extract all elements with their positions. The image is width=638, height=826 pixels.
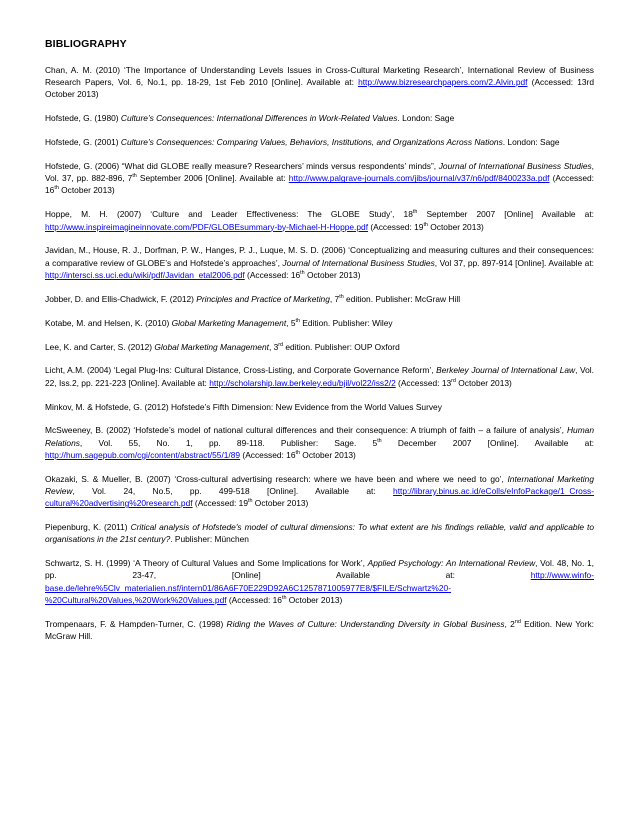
reference-text: Okazaki, S. & Mueller, B. (2007) ‘Cross-cultural advertising research: where we have been and where we need to go’, (45, 473, 508, 484)
reference-text: October 2013) (455, 377, 512, 388)
reference-title: Global Marketing Management (171, 317, 287, 328)
superscript-text: rd (451, 377, 456, 384)
reference-text: , Vol. 48, No. 1, pp. 23-47, [Online] Available at: (45, 558, 594, 581)
reference-entry (45, 364, 594, 388)
reference-link[interactable]: http://library.binus.ac.id/eColls/eInfoPackage/1_Cross-cultural%20advertising%20research.pdf (45, 485, 594, 509)
reference-text: McSweeney, B. (2002) ‘Hofstede’s model of national cultural differences and their consequence: A triumph of faith – a failure of analysis’, (45, 425, 567, 436)
page-title: BIBLIOGRAPHY (45, 38, 127, 50)
reference-text: Minkov, M. & Hofstede, G. (2012) Hofstede’s Fifth Dimension: New Evidence from the World Values Survey (45, 401, 442, 412)
reference-title: Riding the Waves of Culture: Understanding Diversity in Global Business (226, 618, 505, 629)
reference-title: Human Relations (45, 425, 594, 448)
reference-entry (45, 341, 594, 353)
reference-text: , Vol. 55, No. 1, pp. 89-118. Publisher: Sage. 5 (79, 437, 378, 448)
reference-text: December 2007 [Online]. Available at: (381, 437, 594, 448)
reference-entry (45, 112, 594, 124)
reference-text: (Accessed: 16 (226, 594, 282, 605)
reference-text: Lee, K. and Carter, S. (2012) (45, 341, 155, 352)
reference-text: . London: Sage (397, 113, 455, 124)
reference-text: Schwartz, S. H. (1999) ‘A Theory of Cultural Values and Some Implications for Work’, (45, 558, 368, 569)
superscript-text: th (300, 270, 305, 277)
reference-title: Berkeley Journal of International Law (436, 365, 576, 376)
reference-text: , Vol. 37, pp. 882-896, 7 (45, 161, 594, 184)
reference-text: (Accessed: 13rd October 2013) (45, 77, 594, 100)
reference-text: , 7 (329, 293, 340, 304)
reference-text: Chan, A. M. (2010) ‘The Importance of Understanding Levels Issues in Cross-Cultural Marketing Research’, International Review of Business Research Papers, Vol. 6, No.1, pp. 18-29, 1st Feb 2010 [Online]. Available at: (45, 65, 594, 88)
superscript-text: th (247, 498, 253, 505)
reference-entry (45, 401, 594, 413)
superscript-text: th (132, 173, 137, 180)
superscript-text: th (339, 293, 344, 300)
reference-entry (45, 473, 594, 510)
reference-text: September 2007 [Online] Available at: (417, 209, 594, 220)
superscript-text: th (377, 437, 382, 444)
reference-text: , Vol 37, pp. 897-914 [Online]. Available at: (434, 257, 594, 268)
reference-text: , 2 (504, 618, 515, 629)
reference-text: Hoppe, M. H. (2007) ‘Culture and Leader Effectiveness: The GLOBE Study’, 18 (45, 209, 413, 220)
reference-entry (45, 160, 594, 197)
reference-title: International Marketing Review (45, 473, 594, 496)
reference-text: edition. Publisher: McGraw Hill (343, 293, 461, 304)
reference-entry (45, 424, 594, 461)
reference-link[interactable]: http://hum.sagepub.com/cgi/content/abstract/55/1/89 (45, 449, 241, 460)
reference-link[interactable]: http://www.inspireimagineinnovate.com/PDF/GLOBEsummary-by-Michael-H-Hoppe.pdf (45, 221, 369, 232)
reference-link[interactable]: http://www.bizresearchpapers.com/2.Alvin.pdf (358, 77, 528, 88)
reference-text: September 2006 [Online]. Available at: (136, 173, 289, 184)
reference-text: October 2013) (304, 269, 361, 280)
superscript-text: th (412, 209, 418, 216)
superscript-text: th (54, 185, 59, 192)
reference-text: (Accessed: 16 (45, 173, 595, 196)
reference-entry (45, 293, 594, 305)
reference-title: Journal of International Business Studies (282, 257, 435, 268)
superscript-text: rd (278, 341, 284, 348)
reference-text: Hofstede, G. (2006) “What did GLOBE really measure? Researchers’ minds versus respondents’ minds”, (45, 161, 439, 172)
reference-text: Hofstede, G. (2001) (45, 137, 121, 148)
reference-text: Trompenaars, F. & Hampden-Turner, C. (1998) (45, 618, 227, 629)
reference-link[interactable]: http://scholarship.law.berkeley.edu/bjil/vol22/iss2/2 (209, 377, 396, 388)
reference-title: Principles and Practice of Marketing (196, 293, 330, 304)
reference-entry (45, 521, 594, 545)
reference-text: Edition. Publisher: Wiley (299, 317, 393, 328)
reference-text: (Accessed: 19 (192, 498, 248, 509)
reference-link[interactable]: http://intersci.ss.uci.edu/wiki/pdf/Javidan_etal2006.pdf (45, 269, 245, 280)
reference-title: Applied Psychology: An International Review (367, 558, 536, 569)
reference-entry (45, 618, 594, 642)
reference-entry (45, 64, 594, 101)
superscript-text: th (281, 594, 287, 601)
reference-text: (Accessed: 16 (244, 269, 301, 280)
reference-text: , Vol. 24, No.5, pp. 499-518 [Online]. Available at: (72, 485, 394, 496)
reference-text: . Publisher: München (170, 534, 249, 545)
reference-text: Javidan, M., House, R. J., Dorfman, P. W., Hanges, P. J., Luque, M. S. D. (2006) ‘Conceptualizing and measuring cultures and their consequences: a comparative review of GLOBE’s and Hofstede’s approaches’, (45, 245, 594, 268)
reference-text: , 3 (268, 341, 279, 352)
reference-entry (45, 136, 594, 148)
reference-link[interactable]: http://www.palgrave-journals.com/jibs/journal/v37/n6/pdf/8400233a.pdf (288, 173, 550, 184)
reference-entry (45, 208, 594, 232)
reference-text: Kotabe, M. and Helsen, K. (2010) (45, 317, 172, 328)
reference-text: , 5 (286, 317, 296, 328)
reference-text: Hofstede, G. (1980) (45, 113, 121, 124)
reference-text: Edition. New York: McGraw Hill. (45, 618, 594, 641)
reference-title: Culture’s Consequences: Comparing Values, Behaviors, Institutions, and Organizations Across Nations (120, 137, 503, 148)
reference-text: Jobber, D. and Ellis-Chadwick, F. (2012) (45, 293, 197, 304)
reference-text: edition. Publisher: OUP Oxford (283, 341, 400, 352)
reference-text: October 2013) (286, 594, 343, 605)
reference-title: Culture’s Consequences: International Differences in Work-Related Values (120, 113, 398, 124)
reference-text: (Accessed: 13 (395, 377, 452, 388)
reference-title: Journal of International Business Studies (438, 161, 592, 172)
reference-text: (Accessed: 19 (368, 221, 424, 232)
reference-entry (45, 557, 594, 606)
superscript-text: th (295, 450, 300, 457)
reference-entry (45, 317, 594, 329)
reference-text: , Vol. 22, Iss.2, pp. 221-223 [Online]. Available at: (45, 365, 594, 388)
reference-link[interactable]: http://www.winfo-base.de/lehre%5Clv_materialien.nsf/intern01/86A6F70E229D92A6C1257871005977E8/$FILE/Schwartz%20-%20Cultural%20Values,%20Work%20Values.pdf (45, 570, 594, 605)
superscript-text: th (295, 317, 300, 324)
reference-text: Licht, A.M. (2004) ‘Legal Plug-Ins: Cultural Distance, Cross-Listing, and Corporate Governance Reform’, (45, 365, 437, 376)
reference-text: October 2013) (58, 185, 115, 196)
reference-text: Piepenburg, K. (2011) (45, 522, 131, 533)
reference-text: October 2013) (299, 449, 356, 460)
superscript-text: nd (514, 618, 521, 625)
reference-title: Global Marketing Management (154, 341, 269, 352)
reference-text: (Accessed: 16 (240, 449, 296, 460)
reference-list (45, 64, 594, 642)
reference-title: Critical analysis of Hofstede's model of cultural dimensions: To what extent are his findings reliable, valid and applicable to organisations in the 21st century? (45, 522, 594, 545)
reference-text: . London: Sage (502, 137, 560, 148)
reference-entry (45, 244, 594, 281)
reference-text: October 2013) (252, 498, 309, 509)
reference-text: October 2013) (427, 221, 484, 232)
superscript-text: th (423, 221, 428, 228)
